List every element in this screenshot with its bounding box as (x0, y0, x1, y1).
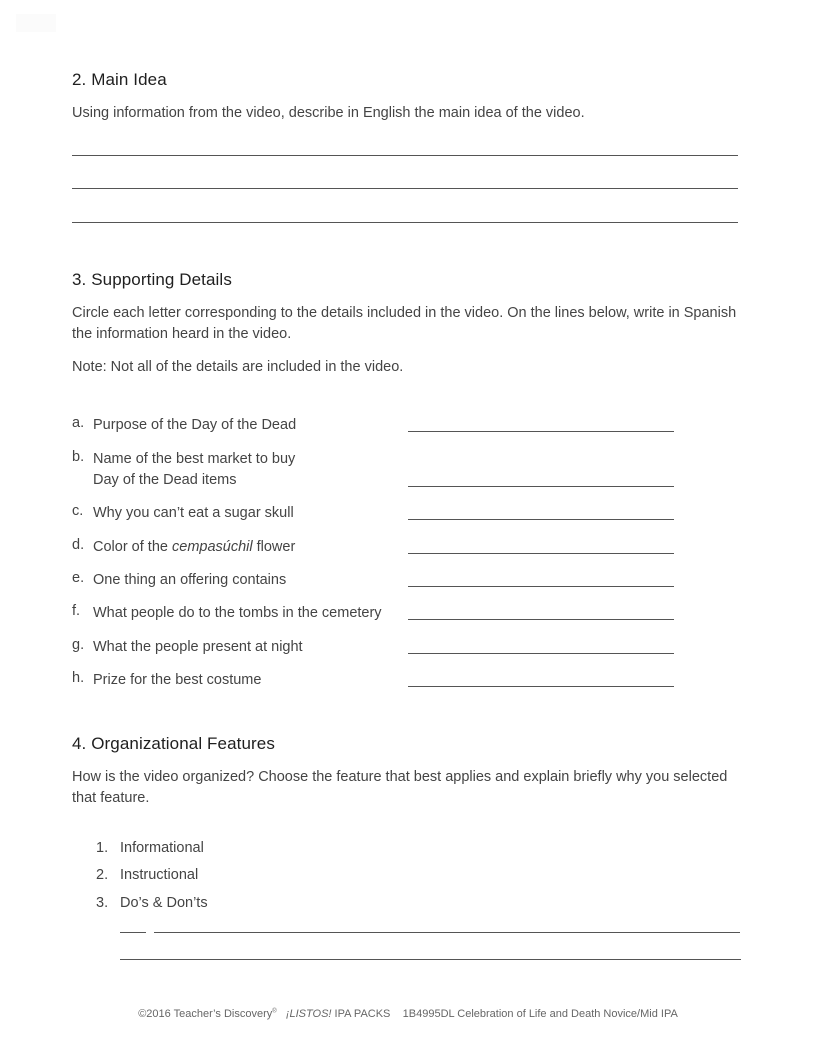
detail-text: Purpose of the Day of the Dead (93, 417, 297, 433)
option-number: 1. (96, 840, 109, 856)
registered-mark: ® (272, 1008, 277, 1015)
detail-text: Why you can’t eat a sugar skull (93, 505, 294, 521)
page-corner-mark (16, 14, 56, 32)
detail-text (93, 537, 295, 558)
footer-copyright: ©2016 Teacher’s Discovery (138, 1008, 273, 1020)
section-supporting-details (72, 270, 742, 378)
page-footer (0, 1008, 816, 1020)
detail-answer-line[interactable] (408, 653, 674, 654)
option-number: 3. (96, 895, 109, 911)
footer-product: IPA PACKS (331, 1008, 391, 1020)
answer-line[interactable] (72, 222, 738, 223)
flower-name: cempasúchil (172, 539, 253, 555)
detail-letter[interactable]: b. (72, 449, 85, 465)
detail-answer-line[interactable] (408, 431, 674, 432)
section-organizational-features (72, 734, 742, 809)
section-main-idea (72, 70, 742, 124)
detail-text-prefix: Color of the (93, 539, 172, 555)
footer-product-italic: ¡LISTOS! (285, 1008, 332, 1020)
section-heading: 2. Main Idea (72, 70, 167, 89)
detail-letter[interactable]: a. (72, 415, 85, 431)
detail-letter[interactable]: h. (72, 670, 85, 686)
detail-text: What the people present at night (93, 639, 303, 655)
option-instructional[interactable]: Instructional (120, 867, 199, 883)
section-instruction: How is the video organized? Choose the feature that best applies and explain briefly why you selected that feature. (72, 769, 728, 806)
detail-text: Name of the best market to buy (93, 451, 296, 467)
answer-line[interactable] (72, 188, 738, 189)
detail-letter[interactable]: f. (72, 603, 81, 619)
detail-text: What people do to the tombs in the cemetery (93, 605, 382, 621)
detail-letter[interactable]: e. (72, 570, 85, 586)
detail-letter[interactable]: c. (72, 503, 84, 519)
detail-answer-line[interactable] (408, 619, 674, 620)
detail-answer-line[interactable] (408, 519, 674, 520)
option-number: 2. (96, 867, 109, 883)
detail-letter[interactable]: d. (72, 537, 85, 553)
section-note: Note: Not all of the details are included in the video. (72, 359, 404, 375)
explanation-line[interactable] (154, 932, 740, 933)
answer-line[interactable] (72, 155, 738, 156)
section-heading: 3. Supporting Details (72, 270, 232, 289)
option-dos-donts[interactable]: Do’s & Don’ts (120, 895, 208, 911)
choice-blank-line[interactable] (120, 932, 146, 933)
detail-answer-line[interactable] (408, 686, 674, 687)
detail-text: Day of the Dead items (93, 472, 237, 488)
detail-answer-line[interactable] (408, 553, 674, 554)
detail-answer-line[interactable] (408, 486, 674, 487)
footer-code: 1B4995DL Celebration of Life and Death Novice/Mid IPA (402, 1008, 678, 1020)
section-heading: 4. Organizational Features (72, 734, 275, 753)
detail-letter[interactable]: g. (72, 637, 85, 653)
option-informational[interactable]: Informational (120, 840, 204, 856)
section-instruction: Circle each letter corresponding to the details included in the video. On the lines below, write in Spanish the information heard in the video. (72, 305, 737, 342)
detail-text: One thing an offering contains (93, 572, 287, 588)
detail-answer-line[interactable] (408, 586, 674, 587)
detail-text-suffix: flower (252, 539, 296, 555)
detail-text: Prize for the best costume (93, 672, 262, 688)
section-instruction: Using information from the video, describe in English the main idea of the video. (72, 105, 585, 121)
explanation-line[interactable] (120, 959, 741, 960)
